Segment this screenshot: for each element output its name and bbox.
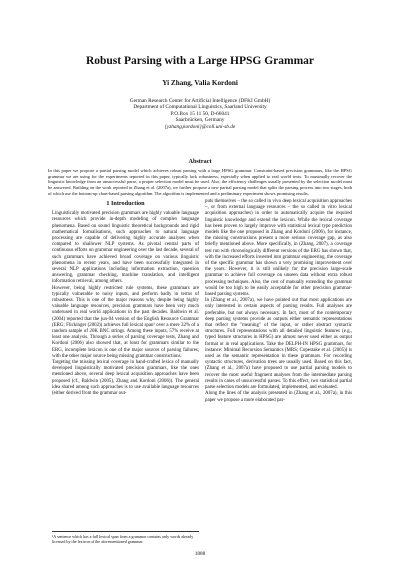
- paragraph: puts themselves – the so called in vivo deep lexical acquisition approaches –, or from external language resources – the so called in vitro lexical acquisition approaches) in order to automatically acquire the required linguistic knowledge and extend the lexicon. While the lexical coverage has been proven to largely improve with statistical lexical type prediction models like the one proposed in Zhang and Kordoni (2006), for instance, the missing constructions present a more serious coverage gap, as also briefly mentioned above. More specifically, in (Zhang, 2007), a coverage test run with chronologically different versions of the ERG has shown that, with the increased efforts invested into grammar engineering, the coverage of the specific grammar has shown a very promising improvement over the years. However, it is still unlikely for the precision large-scale grammar to achieve full coverage on unseen data without extra robust processing techniques. Also, the cost of manually extending the grammar would be too high to be easily acceptable for other precision grammar-based parsing systems.: [205, 199, 352, 298]
- left-column: [52, 199, 199, 397]
- affiliation-line: Department of Computational Linguistics, Saarland University: [133, 104, 267, 111]
- affiliation-line: Saarbrücken, Germany: [175, 117, 225, 124]
- paper-title: Robust Parsing with a Large HPSG Grammar: [85, 55, 315, 67]
- paragraph: Targeting the missing lexical coverage in hand-crafted lexica of manually developed linguistically motivated precision grammars, like the ones mentioned above, several deep lexical acquisition approaches have been proposed (cf., Baldwin (2005), Zhang and Kordoni (2006)). The general idea shared among such approaches is to use available language resources (either derived from the grammar out-: [52, 360, 199, 397]
- abstract-text: In this paper we propose a partial parsing model which achieves robust parsing with a large HPSG grammar. Constraint-based precision grammars, like the HPSG grammar we are using for the experiments reported in this paper, typically lack robustness, especially when applied to real world texts. To maximally recover the linguistic knowledge from an unsuccessful parse, a proper selection model must be used. Also, the efficiency challenges usually presented by the selection model must be answered. Building on the work reported in Zhang et al. (2007a), we further propose a new partial parsing model that splits the parsing process into two stages, both of which use the bottom-up chart-based parsing algorithm. The algorithm is implemented and a preliminary experiment shows promising results.: [48, 168, 352, 196]
- paragraph: Linguistically motivated precision grammars are highly valuable language resources which provide in-depth modeling of complex language phenomena. Based on sound linguistic theoretical backgrounds and rigid mathematical formalisations, such approaches to natural language processing are capable of delivering highly accurate analyses when compared to shallower NLP systems. As pivotal central parts of continuous efforts on grammar engineering over the last decade, several of such grammars have achieved broad coverage on various linguistic phenomena in recent years, and have been successfully integrated in several NLP applications including information extraction, question answering, grammar checking, machine translation, and intelligent information retrieval, among others.: [52, 211, 199, 285]
- author-email: {yzhang,kordoni}@coli.uni-sb.de: [164, 123, 236, 130]
- abstract-heading: Abstract: [188, 158, 212, 165]
- affiliation-line: P.O.Box 15 11 50, D-66041: [170, 110, 230, 117]
- section-heading: 1 Introduction: [106, 200, 145, 207]
- paragraph: However, being highly restricted rule systems, these grammars are typically vulnerable to noisy inputs, and perform badly in terms of robustness. This is one of the major reasons why, despite being highly valuable language resources, precision grammars have been very much underused in real world applications in the past decades. Baldwin et al. (2004) reported that the jun-04 version of the English Resource Grammar (ERG; Flickinger (2002)) achieves full lexical span¹ over a mere 32% of a random sample of 20K BNC strings. Among these inputs, 57% receive at least one analysis. Through a series of parsing coverage tests, Zhang and Kordoni (2006) also showed that, at least for grammars similar to the ERG, incomplete lexicon is one of the major sources of parsing failures, with the other major source being missing grammar constructions.: [52, 285, 199, 359]
- affiliation-line: German Research Center for Artificial Intelligence (DFKI GmbH): [129, 98, 271, 104]
- page-number: 1888: [194, 551, 206, 557]
- footnote: ¹A sentence which has a full lexical span from a grammar contains only words already licensed by the lexicon of the aforementioned grammar.: [52, 531, 199, 544]
- affiliation-block: [0, 98, 400, 130]
- paragraph: In (Zhang et al., 2007a), we have pointed out that most applications are only interested in certain aspects of parsing results. Full analyses are preferable, but not always necessary. In fact, most of the contemporary deep parsing systems provide as outputs either semantic representations that reflect the "meaning" of the input, or rather abstract syntactic structures. Full representations with all detailed linguistic features (e.g., typed feature structures in HPSG) are almost never used either as output format or in real applications. Take the DELPH-IN HPSG grammars, for instance: Minimal Recursion Semantics (MRS; Copestake et al. (2005)) is used as the semantic representation in these grammars. For recording syntactic structures, derivation trees are usually used. Based on this fact, (Zhang et al., 2007a) have proposed to use partial parsing models to recover the most useful fragment analyses from the intermediate parsing results in cases of unsuccessful parses. To this effect, two statistical partial parse selection models are formulated, implemented, and evaluated.: [205, 298, 352, 391]
- paper-authors: Yi Zhang, Valia Kordoni: [162, 79, 238, 87]
- paragraph: Along the lines of the analysis presented in (Zhang et al., 2007a), in this paper we propose a more elaborated par-: [205, 391, 352, 403]
- right-column: [205, 199, 352, 404]
